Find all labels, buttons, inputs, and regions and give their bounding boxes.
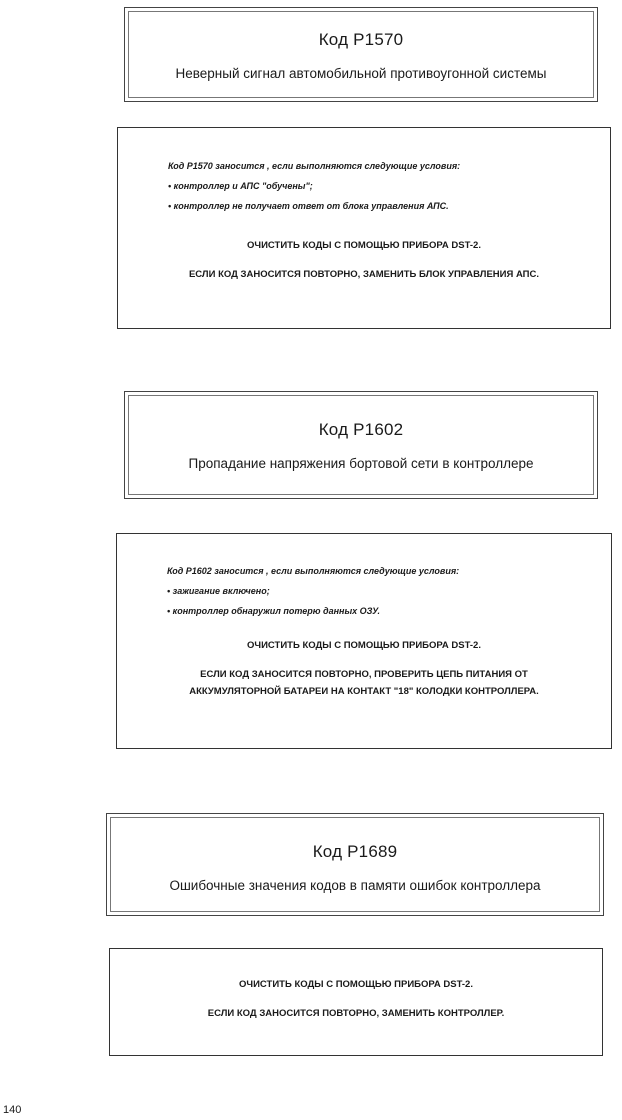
code-header-p1602 [124, 391, 598, 499]
condition-item: • контроллер не получает ответ от блока управления АПС. [168, 201, 449, 211]
instruction-line: ЕСЛИ КОД ЗАНОСИТСЯ ПОВТОРНО, ЗАМЕНИТЬ БЛОК УПРАВЛЕНИЯ АПС. [188, 269, 540, 280]
condition-item: • контроллер обнаружил потерю данных ОЗУ. [167, 606, 380, 616]
instruction-line: ОЧИСТИТЬ КОДЫ С ПОМОЩЬЮ ПРИБОРА DST-2. [247, 240, 481, 251]
code-details-p1602 [116, 533, 612, 749]
code-details-p1689 [109, 948, 603, 1056]
code-description: Ошибочные значения кодов в памяти ошибок контроллера [169, 878, 541, 893]
condition-intro: Код P1602 заносится , если выполняются следующие условия: [167, 566, 460, 576]
instruction-line: ЕСЛИ КОД ЗАНОСИТСЯ ПОВТОРНО, ПРОВЕРИТЬ ЦЕПЬ ПИТАНИЯ ОТ [200, 669, 528, 680]
instruction-line: АККУМУЛЯТОРНОЙ БАТАРЕИ НА КОНТАКТ "18" КОЛОДКИ КОНТРОЛЛЕРА. [189, 686, 539, 697]
condition-item: • контроллер и АПС "обучены"; [168, 181, 313, 191]
code-title: Код P1602 [318, 420, 404, 439]
code-header-p1689 [106, 813, 604, 916]
condition-intro: Код P1570 заносится , если выполняются следующие условия: [168, 161, 461, 171]
code-details-p1570 [117, 127, 611, 329]
page-number: 140 [3, 1104, 22, 1116]
instruction-line: ОЧИСТИТЬ КОДЫ С ПОМОЩЬЮ ПРИБОРА DST-2. [239, 979, 473, 990]
code-header-p1570 [124, 7, 598, 102]
instruction-line: ЕСЛИ КОД ЗАНОСИТСЯ ПОВТОРНО, ЗАМЕНИТЬ КОНТРОЛЛЕР. [207, 1008, 505, 1019]
code-description: Неверный сигнал автомобильной противоугонной системы [175, 66, 547, 81]
instruction-line: ОЧИСТИТЬ КОДЫ С ПОМОЩЬЮ ПРИБОРА DST-2. [247, 640, 481, 651]
condition-item: • зажигание включено; [167, 586, 270, 596]
code-title: Код P1570 [318, 30, 404, 49]
code-title: Код P1689 [312, 842, 398, 861]
code-description: Пропадание напряжения бортовой сети в контроллере [188, 456, 534, 471]
